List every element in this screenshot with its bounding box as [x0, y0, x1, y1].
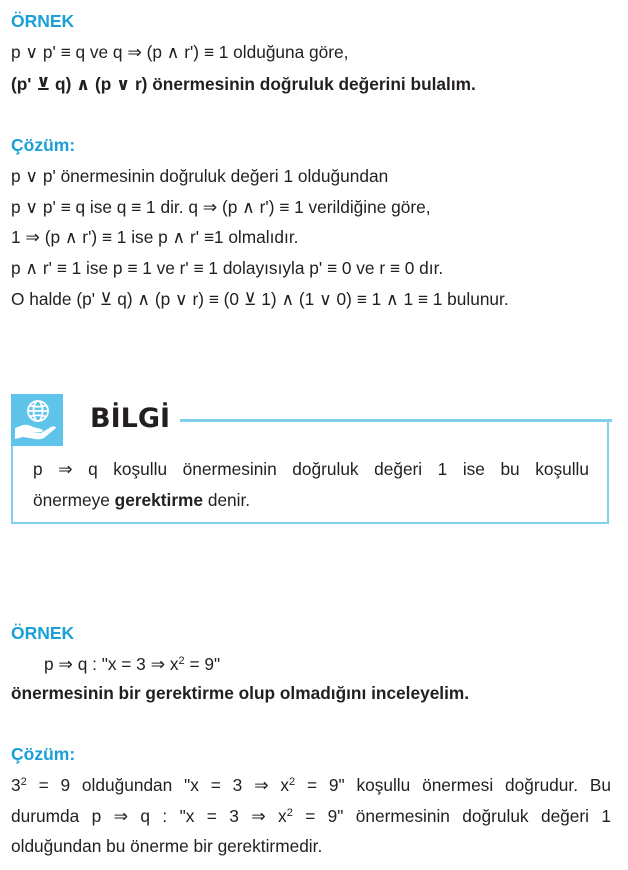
- info-text-part: denir.: [203, 489, 251, 510]
- solution-text: 3: [11, 775, 21, 795]
- statement-text: p ⇒ q : "x = 3 ⇒ x: [44, 654, 179, 674]
- exponent: 2: [20, 776, 27, 788]
- info-line: p ⇒ q koşullu önermesinin doğruluk değeri 1 ise bu koşullu: [33, 459, 589, 479]
- solution-line: 1 ⇒ (p ∧ r') ≡ 1 ise p ∧ r' ≡1 olmalıdır.: [11, 227, 299, 247]
- solution-text: durumda p ⇒ q : "x = 3 ⇒ x: [11, 806, 287, 826]
- exponent: 2: [178, 655, 185, 667]
- info-divider: [180, 419, 612, 422]
- solution-line: p ∨ p' önermesinin doğruluk değeri 1 olduğundan: [11, 166, 389, 186]
- info-keyword: gerektirme: [114, 489, 204, 510]
- solution-text: = 9 olduğundan "x = 3 ⇒ x: [26, 775, 290, 795]
- solution-line: olduğundan bu önerme bir gerektirmedir.: [11, 836, 323, 856]
- solution-line: p ∧ r' ≡ 1 ise p ≡ 1 ve r' ≡ 1 dolayısıyla p' ≡ 0 ve r ≡ 0 dır.: [11, 258, 444, 278]
- info-text: [33, 454, 589, 516]
- solution-line: [11, 801, 611, 832]
- example-heading: ÖRNEK: [11, 623, 75, 643]
- example-statement: [44, 649, 220, 680]
- info-title: BİLGİ: [90, 403, 171, 434]
- info-badge: [11, 394, 63, 446]
- example-question: önermesinin bir gerektirme olup olmadığını inceleyelim.: [11, 683, 470, 703]
- solution-line: O halde (p' ⊻ q) ∧ (p ∨ r) ≡ (0 ⊻ 1) ∧ (1 ∨ 0) ≡ 1 ∧ 1 ≡ 1 bulunur.: [11, 289, 509, 309]
- solution-line: p ∨ p' ≡ q ise q ≡ 1 dir. q ⇒ (p ∧ r') ≡ 1 verildiğine göre,: [11, 197, 431, 217]
- info-line: [33, 485, 589, 516]
- exponent: 2: [289, 776, 296, 788]
- info-text-part: önermeye: [33, 489, 115, 510]
- solution-heading: Çözüm:: [11, 135, 76, 155]
- exponent: 2: [286, 807, 293, 819]
- example-question: (p' ⊻ q) ∧ (p ∨ r) önermesinin doğruluk değerini bulalım.: [11, 74, 476, 94]
- example-line: p ∨ p' ≡ q ve q ⇒ (p ∧ r') ≡ 1 olduğuna göre,: [11, 42, 349, 62]
- solution-line: [11, 770, 611, 801]
- solution-text: = 9" koşullu önermesi doğrudur. Bu: [295, 775, 611, 795]
- solution-heading: Çözüm:: [11, 744, 76, 764]
- hand-globe-icon: [11, 394, 63, 446]
- example-heading: ÖRNEK: [11, 11, 75, 31]
- solution-text: = 9" önermesinin doğruluk değeri 1: [292, 806, 611, 826]
- statement-text: = 9": [184, 654, 221, 674]
